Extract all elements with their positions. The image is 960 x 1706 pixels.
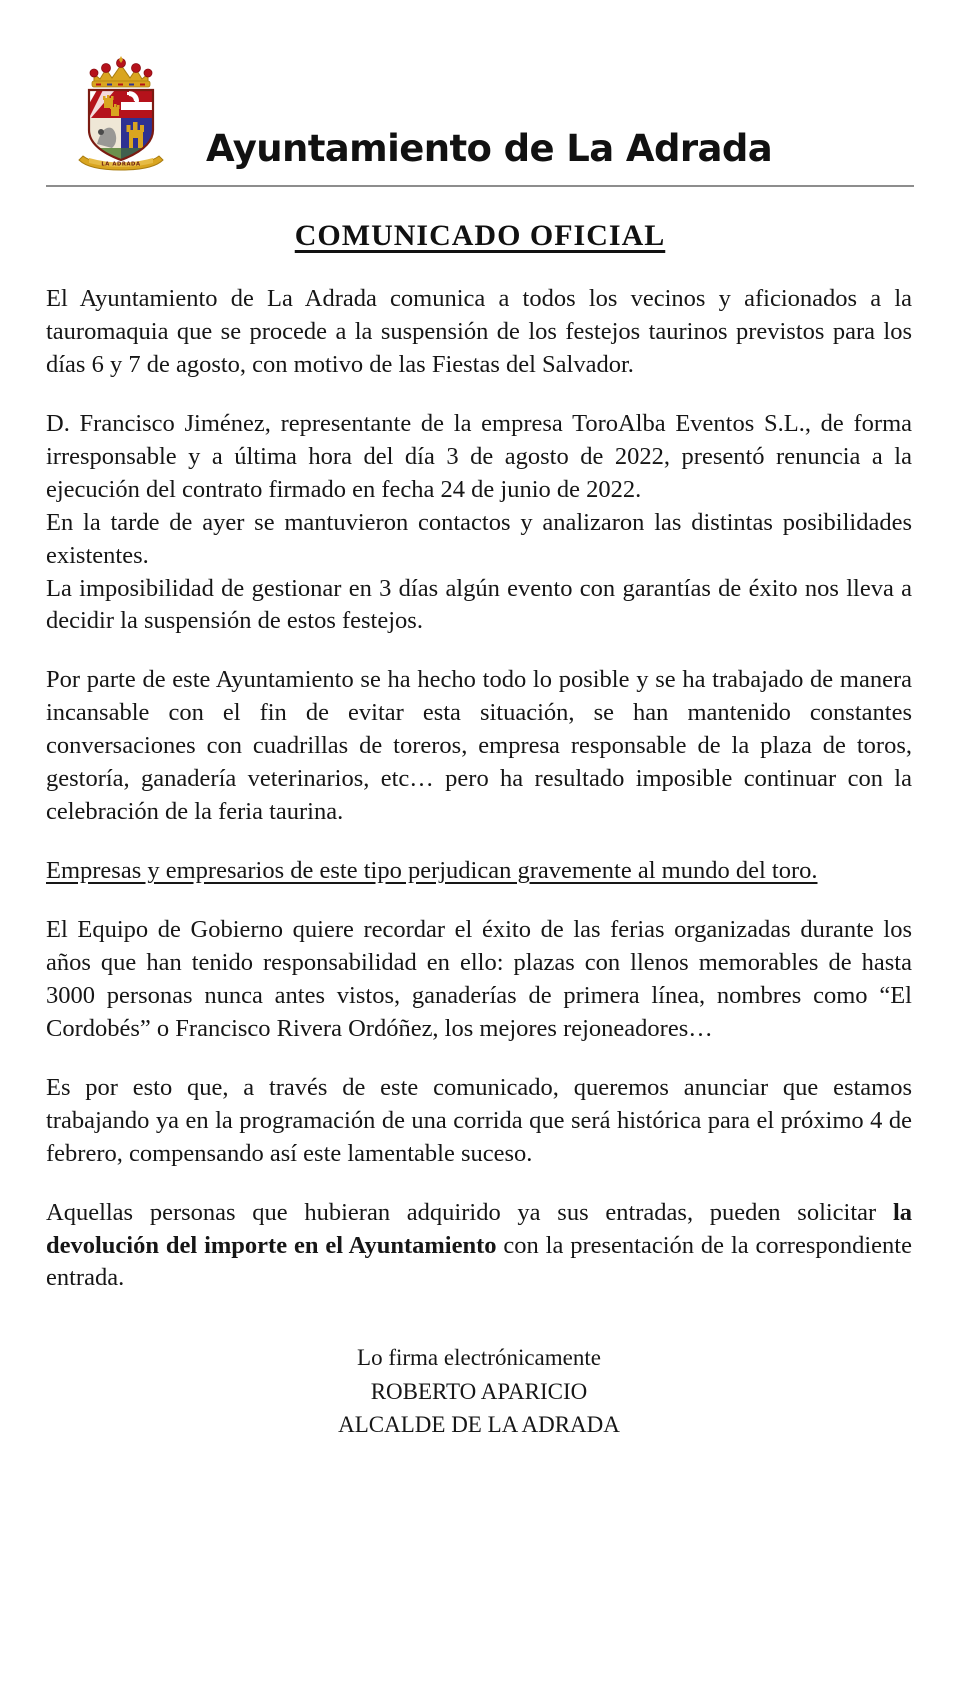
paragraph-contractor-withdrawal: D. Francisco Jiménez, representante de la empresa ToroAlba Eventos S.L., de forma irresponsable y a última hora del día 3 de agosto de 2022, presentó renuncia a la ejecución del contrato firmado en fecha 24 de junio de 2022.: [46, 409, 912, 503]
crest-container: [46, 52, 196, 179]
paragraph-impossibility: La imposibilidad de gestionar en 3 días algún evento con garantías de éxito nos lleva a decidir la suspensión de estos festejos.: [46, 574, 912, 635]
paragraph-refunds: [46, 1197, 912, 1296]
paragraph-past-successes: El Equipo de Gobierno quiere recordar el éxito de las ferias organizadas durante los años que han tenido responsabilidad en ello: plazas con llenos memorables de hasta 3000 personas nunca antes vistos, ganaderías de primera línea, nombres como “El Cordobés” o Francisco Rivera Ordóñez, los mejores rejoneadores…: [46, 916, 912, 1042]
svg-text:LA ADRADA: LA ADRADA: [101, 161, 141, 168]
signature-line-name: ROBERTO APARICIO: [370, 1378, 588, 1404]
signature-line-method: Lo firma electrónicamente: [357, 1345, 601, 1371]
document-title: [0, 219, 960, 253]
paragraph-emphasis-companies: Empresas y empresarios de este tipo perjudican gravemente al mundo del toro.: [46, 857, 818, 885]
document-body: [0, 283, 960, 1441]
paragraph-announcement: El Ayuntamiento de La Adrada comunica a todos los vecinos y aficionados a la tauromaquia que se procede a la suspensión de los festejos taurinos previstos para los días 6 y 7 de agosto, con motivo de las Fiestas del Salvador.: [46, 285, 912, 378]
refund-lead-text: Aquellas personas que hubieran adquirido ya sus entradas, pueden solicitar: [46, 1198, 893, 1226]
refund-bold-text: la devolución del importe en el Ayuntamiento: [46, 1198, 912, 1259]
refund-tail-text: con la presentación de la correspondiente entrada.: [46, 1231, 912, 1292]
document-header: [0, 0, 960, 179]
signature-block: [46, 1341, 912, 1441]
coat-of-arms-icon: [67, 52, 175, 177]
signature-line-role: ALCALDE DE LA ADRADA: [338, 1412, 620, 1438]
document-title-text: COMUNICADO OFICIAL: [294, 219, 666, 252]
paragraph-efforts: Por parte de este Ayuntamiento se ha hecho todo lo posible y se ha trabajado de manera incansable con el fin de evitar esta situación, se han mantenido constantes conversaciones con cuadrillas de toreros, empresa responsable de la plaza de toros, gestoría, ganadería veterinarios, etc… pero ha resultado imposible continuar con la celebración de la feria taurina.: [46, 666, 912, 826]
paragraph-meetings: En la tarde de ayer se mantuvieron contactos y analizaron las distintas posibilidades existentes.: [46, 508, 912, 569]
paragraph-future-bullfight: Es por esto que, a través de este comunicado, queremos anunciar que estamos trabajando ya en la programación de una corrida que será histórica para el próximo 4 de febrero, compensando así este lamentable suceso.: [46, 1073, 912, 1167]
page-title: Ayuntamiento de La Adrada: [206, 127, 773, 171]
header-divider: [46, 185, 914, 187]
